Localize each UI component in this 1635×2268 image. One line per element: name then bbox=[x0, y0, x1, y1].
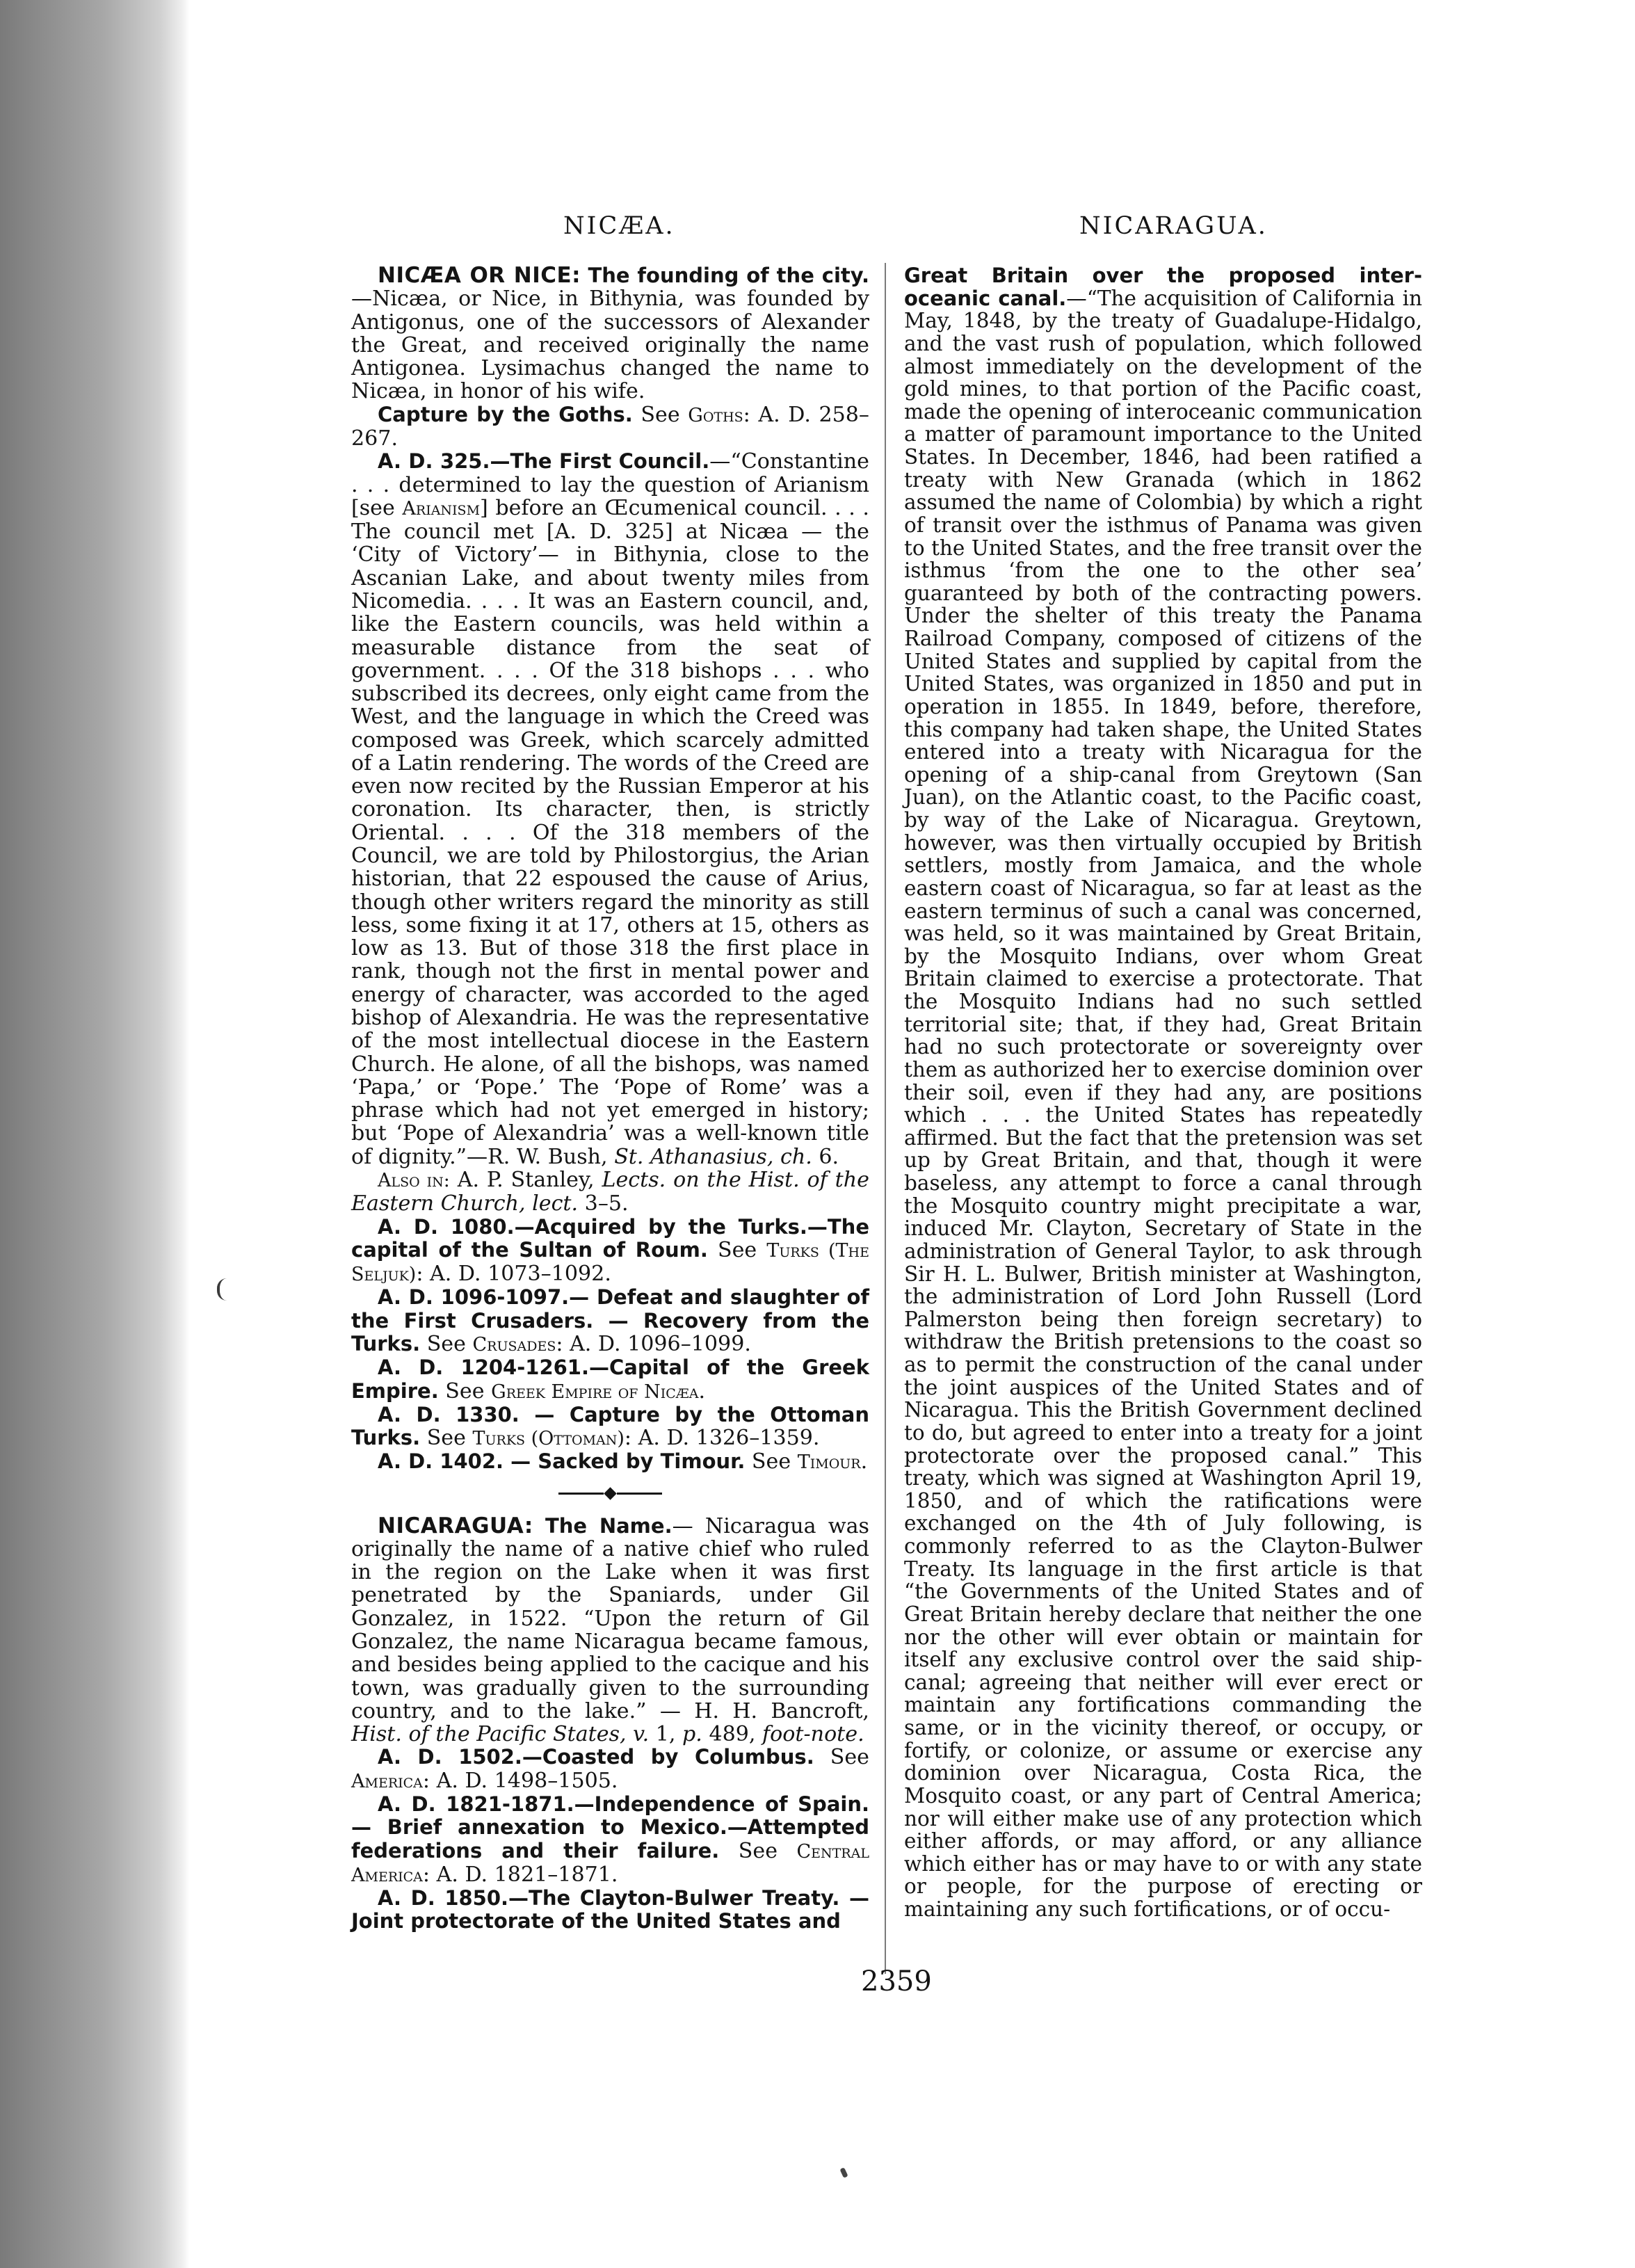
see-label: See bbox=[426, 1426, 466, 1451]
section-ornament bbox=[351, 1480, 869, 1508]
entry-heading: A. D. 1402. — Sacked by Timour. bbox=[378, 1449, 746, 1474]
reference-date: : A. D. 1073–1092. bbox=[416, 1262, 611, 1287]
running-head-right: NICARAGUA. bbox=[1079, 212, 1268, 240]
entry-heading: The Name. bbox=[545, 1513, 672, 1538]
citation-number: 6. bbox=[819, 1144, 839, 1169]
citation-number: 3–5. bbox=[584, 1191, 629, 1216]
cross-reference-link[interactable]: Goths bbox=[688, 404, 743, 426]
entry-heading: A. D. 1080.—Acquired by the Turks.—The capital of the Sultan of Roum. bbox=[351, 1214, 869, 1262]
entry-1821 bbox=[351, 1793, 869, 1887]
cross-reference-link[interactable]: America bbox=[351, 1770, 423, 1792]
cross-reference-link[interactable]: Arianism bbox=[402, 497, 481, 520]
entry-1502 bbox=[351, 1746, 869, 1793]
reference-date: : A. D. 1498–1505. bbox=[422, 1768, 618, 1793]
entry-heading: A. D. 1850.—The Clayton-Bulwer Treaty. —Joint protectorate of the United States and bbox=[351, 1886, 869, 1933]
entry-text: —“Constantine . . . determined to lay the question of Arianism [see bbox=[351, 449, 869, 520]
entry-also-in bbox=[351, 1168, 869, 1216]
ornament-line bbox=[617, 1493, 662, 1495]
reference-date: : A. D. 1326–1359. bbox=[624, 1426, 820, 1451]
scan-margin-shadow bbox=[0, 0, 189, 2268]
see-label: See bbox=[641, 402, 680, 427]
entry-heading: Great Britain over the proposed inter-oceanic canal. bbox=[904, 264, 1422, 310]
cross-reference-link[interactable]: Crusades bbox=[472, 1333, 556, 1356]
entry-1096 bbox=[351, 1286, 869, 1356]
running-head-left: NICÆA. bbox=[563, 212, 675, 240]
see-label: See bbox=[751, 1449, 791, 1474]
cross-reference-link[interactable]: Turks (Ottoman) bbox=[472, 1428, 625, 1450]
see-label: See bbox=[445, 1378, 485, 1404]
entry-heading: A. D. 325.—The First Council. bbox=[378, 449, 710, 474]
entry-heading: A. D. 1330. — Capture by the Ottoman Turks. bbox=[351, 1402, 869, 1450]
entry-text: —“The acquisition of California in May, 1848, by the treaty of Guadalupe-Hidalgo, and the vast rush of population, which followed almost immediately on the development of the gold mines, to that portion of the Pacific coast, made the opening of interoceanic communication a matter of paramount importance to the United States. In December, 1846, had been ratified a treaty with New Granada (which in 1862 assumed the name of Colombia) by which a right of transit over the isthmus of Panama was given to the United States, and the free transit over the isthmus ‘from the one to the other sea’ guaranteed by both of the contracting powers. Under the shelter of this treaty the Panama Railroad Company, composed of citizens of the United States and supplied by capital from the United States, was organized in 1850 and put in operation in 1855. In 1849, before, therefore, this company had taken shape, the United States entered into a treaty with Nicaragua for the opening of a ship-canal from Greytown (San Juan), on the Atlantic coast, to the Pacific coast, by way of the Lake of Nicaragua. Greytown, however, was then virtually occupied by British settlers, mostly from Jamaica, and the whole eastern coast of Nicaragua, so far at least as the eastern terminus of such a canal was concerned, was held, so it was maintained by Great Britain, by the Mosquito Indians, over whom Great Britain claimed to exercise a protectorate. That the Mosquito Indians had no such settled territorial site; that, if they had, Great Britain had no such protectorate or sovereignty over them as authorized her to exercise dominion over their soil, even if they had any, are positions which . . . the United States has repeatedly affirmed. But the fact that the pretension was set up by Great Britain, and that, though it were baseless, any attempt to force a canal through the Mosquito country might precipitate a war, induced Mr. Clayton, Secretary of State in the administration of General Taylor, to ask through Sir H. L. Bulwer, British minister at Washington, the administration of Lord John Russell (Lord Palmerston being then foreign secretary) to withdraw the British pretensions to the coast so as to permit the construction of the canal under the joint auspices of the United States and of Nicaragua. This the British Government declined to do, but agreed to enter into a treaty for a joint protectorate over the proposed canal.” This treaty, which was signed at Washington April 19, 1850, and of which the ratifications were exchanged on the 4th of July following, is commonly referred to as the Clayton-Bulwer Treaty. Its language in the first article is that “the Governments of the United States and of Great Britain hereby declare that neither the one nor the other will ever obtain or maintain for itself any exclusive control over the said ship-canal; agreeing that neither will ever erect or maintain any fortifications commanding the same, or in the vicinity thereof, or occupy, or fortify, or colonize, or assume or exercise any dominion over Nicaragua, Costa Rica, the Mosquito coast, or any part of Central America; nor will either make use of any protection which either affords, or may afford, or any alliance which either has or may have to or with any state or people, for the purpose of erecting or maintaining any such fortifications, or of occu- bbox=[904, 286, 1422, 1921]
entry-1204 bbox=[351, 1356, 869, 1404]
ornament-line bbox=[558, 1493, 604, 1495]
entry-heading: A. D. 1821-1871.—Independence of Spain.— Brief annexation to Mexico.—Attempted federations and their failure. bbox=[351, 1792, 869, 1863]
page-number: 2359 bbox=[861, 1965, 932, 1997]
entry-heading: The founding of the city. bbox=[588, 264, 869, 287]
entry-1080 bbox=[351, 1216, 869, 1287]
left-column bbox=[351, 264, 869, 1933]
entry-1850-continued bbox=[904, 264, 1422, 1921]
scan-nick-mark bbox=[217, 1278, 228, 1301]
entry-title: NICARAGUA: bbox=[378, 1513, 533, 1538]
entry-capture-goths bbox=[351, 403, 869, 451]
entry-title: NICÆA OR NICE: bbox=[378, 263, 581, 288]
citation: p. bbox=[682, 1722, 702, 1747]
entry-nicaea-founding bbox=[351, 264, 869, 403]
citation: Lects. on the Hist. of the Eastern Church, lect. bbox=[351, 1167, 869, 1216]
entry-heading: A. D. 1204-1261.—Capital of the Greek Empire. bbox=[351, 1356, 869, 1403]
entry-text: — Nicaragua was originally the name of a native chief who ruled in the region on the Lake when it was first penetrated by the Spaniards, under Gil Gonzalez, in 1522. “Upon the return of Gil Gonzalez, the name Nicaragua became famous, and besides being applied to the cacique and his town, was gradually given to the surrounding country, and to the lake.” — H. H. Bancroft, bbox=[351, 1513, 869, 1723]
entry-heading: A. D. 1502.—Coasted by Columbus. bbox=[378, 1745, 814, 1769]
entry-first-council bbox=[351, 450, 869, 1168]
scan-speck bbox=[839, 2167, 848, 2178]
citation: foot-note. bbox=[762, 1722, 864, 1747]
see-label: See bbox=[738, 1838, 778, 1863]
entry-heading: Capture by the Goths. bbox=[378, 402, 633, 426]
see-label: See bbox=[426, 1331, 466, 1356]
entry-text: ] before an Œcumenical council. . . . The council met [A. D. 325] at Nicæa — the ‘City of Victory’— in Bithynia, close to the Ascanian Lake, and about twenty miles from Nicomedia. . . . It was an Eastern council, and, like the Eastern councils, was held within a measurable distance from the seat of government. . . . Of the 318 bishops . . . who subscribed its decrees, only eight came from the West, and the language in which the Creed was composed was Greek, which scarcely admitted of a Latin rendering. The words of the Creed are even now recited by the Russian Emperor at his coronation. Its character, then, is strictly Oriental. . . . Of the 318 members of the Council, we are told by Philostorgius, the Arian historian, that 22 espoused the cause of Arius, though other writers regard the minority as still less, some fixing it at 17, others at 15, others as low as 13. But of those 318 the first place in rank, though not the first in mental power and energy of character, was accorded to the aged bishop of Alexandria. He was the representative of the most intellectual diocese in the Eastern Church. He alone, of all the bishops, was named ‘Papa,’ or ‘Pope.’ The ‘Pope of Rome’ was a phrase which had not yet emerged in history; but ‘Pope of Alexandria’ was a well-known title of dignity.”—R. W. Bush, bbox=[351, 495, 869, 1169]
citation-number: 489, bbox=[709, 1722, 756, 1747]
see-label: See bbox=[830, 1745, 869, 1770]
citation: St. Athanasius, ch. bbox=[614, 1144, 812, 1169]
reference-date: : A. D. 1096–1099. bbox=[556, 1331, 751, 1356]
reference-date: : A. D. 258–267. bbox=[351, 402, 869, 451]
cross-reference-link[interactable]: Timour bbox=[797, 1451, 861, 1474]
column-divider bbox=[885, 263, 886, 1974]
entry-nicaragua-name bbox=[351, 1515, 869, 1746]
see-label: See bbox=[717, 1237, 757, 1262]
cross-reference-link[interactable]: Turks (The Seljuk) bbox=[351, 1239, 869, 1286]
citation-number: 1, bbox=[655, 1722, 676, 1747]
entry-text: —Nicæa, or Nice, in Bithynia, was founded by Antigonus, one of the successors of Alexander the Great, and received originally the name Antigonea. Lysimachus changed the name to Nicæa, in honor of his wife. bbox=[351, 287, 869, 404]
also-in-label: Also in: bbox=[378, 1169, 450, 1191]
reference-end: . bbox=[698, 1378, 706, 1404]
cross-reference-link[interactable]: Central America bbox=[351, 1840, 869, 1886]
cross-reference-link[interactable]: Greek Empire of Nicæa bbox=[491, 1381, 699, 1403]
entry-1330 bbox=[351, 1404, 869, 1451]
entry-1850 bbox=[351, 1887, 869, 1933]
citation: Hist. of the Pacific States, v. bbox=[351, 1722, 650, 1747]
right-column bbox=[904, 264, 1422, 1921]
diamond-icon bbox=[604, 1487, 616, 1499]
entry-heading: A. D. 1096-1097.— Defeat and slaughter of the First Crusaders. — Recovery from the Turks. bbox=[351, 1285, 869, 1356]
entry-text: A. P. Stanley, bbox=[457, 1167, 595, 1192]
entry-1402 bbox=[351, 1450, 869, 1474]
reference-end: . bbox=[860, 1449, 868, 1474]
reference-date: : A. D. 1821–1871. bbox=[422, 1862, 618, 1887]
